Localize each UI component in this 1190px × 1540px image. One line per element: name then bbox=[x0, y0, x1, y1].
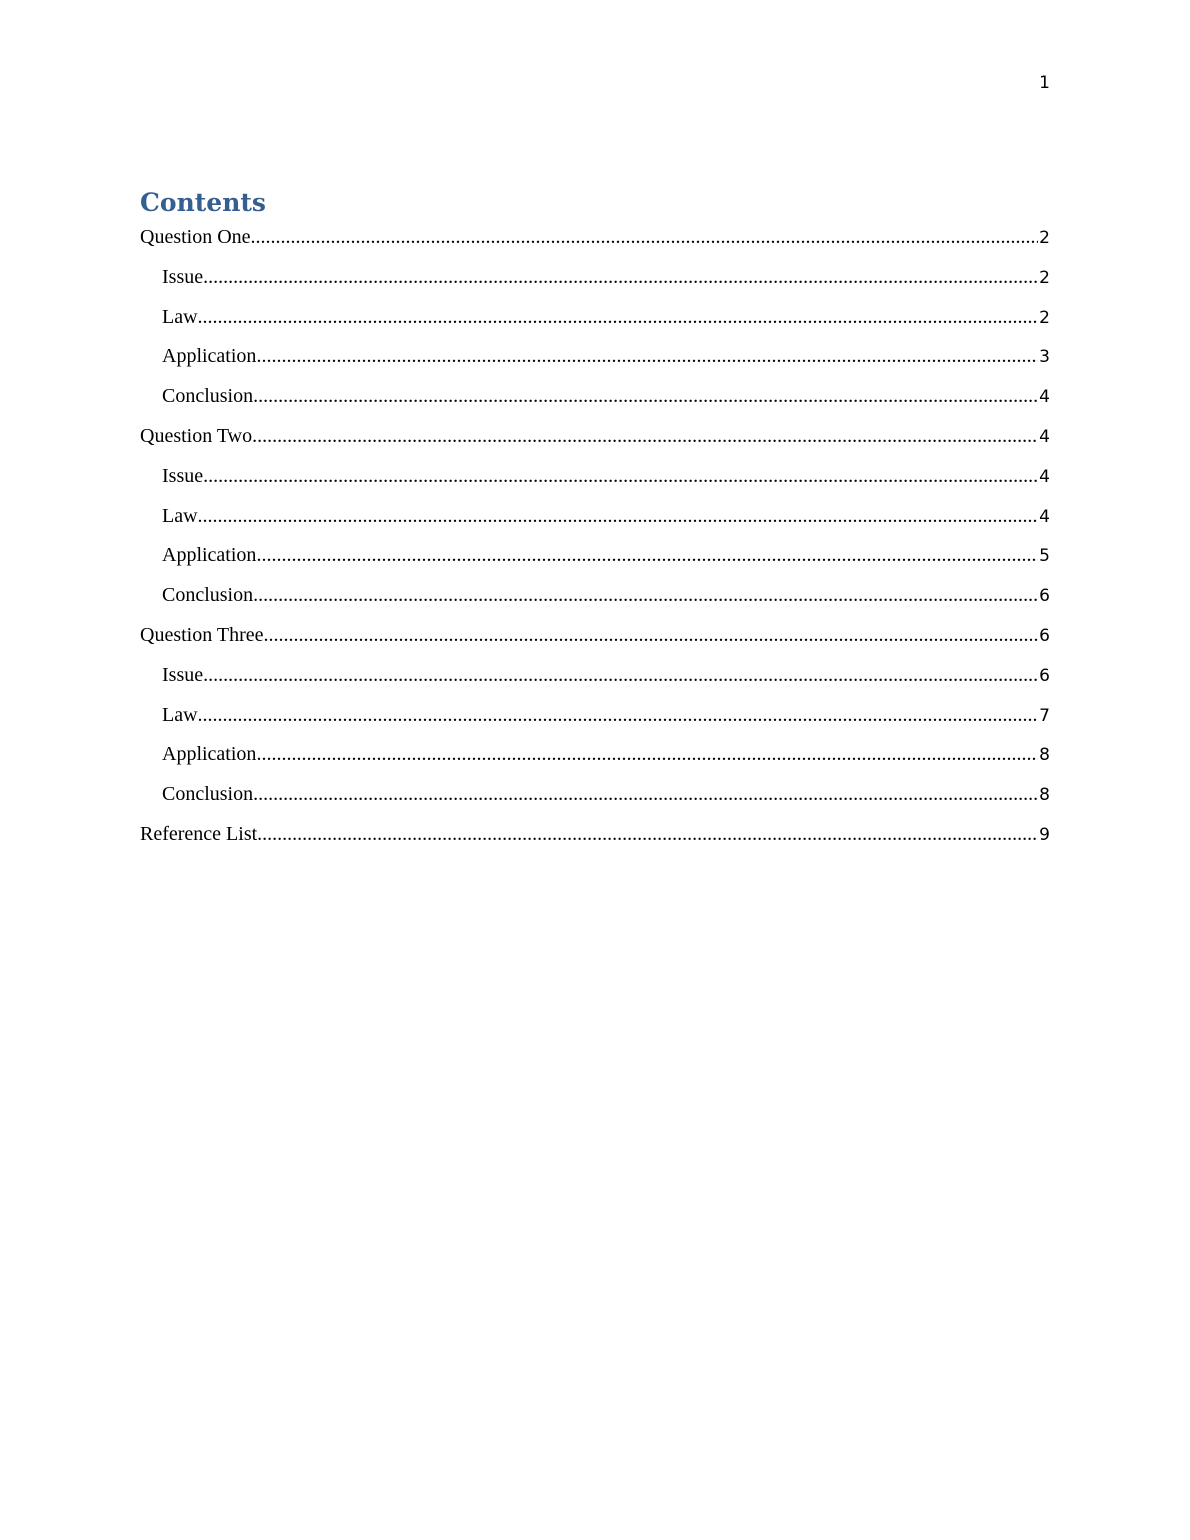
toc-entry[interactable] bbox=[140, 420, 1050, 460]
toc-entry[interactable] bbox=[140, 818, 1050, 858]
toc-entry-title: Conclusion bbox=[162, 783, 254, 806]
toc-entry-title: Application bbox=[162, 544, 257, 567]
toc-entry[interactable] bbox=[140, 699, 1050, 739]
toc-dot-leader bbox=[198, 699, 1039, 731]
toc-dot-leader bbox=[203, 460, 1038, 492]
toc-entry-page: 6 bbox=[1039, 665, 1050, 686]
toc-entry[interactable] bbox=[140, 738, 1050, 778]
toc-entry-page: 4 bbox=[1039, 387, 1050, 408]
toc-entry-page: 5 bbox=[1039, 546, 1050, 567]
toc-entry[interactable] bbox=[140, 500, 1050, 540]
toc-entry[interactable] bbox=[140, 301, 1050, 341]
toc-dot-leader bbox=[198, 301, 1039, 333]
toc-entry[interactable] bbox=[140, 340, 1050, 380]
toc-entry[interactable] bbox=[140, 579, 1050, 619]
toc-entry-page: 6 bbox=[1039, 586, 1050, 607]
toc-entry-title: Issue bbox=[162, 663, 204, 686]
toc-entry[interactable] bbox=[140, 221, 1050, 261]
toc-entry-page: 4 bbox=[1039, 466, 1050, 487]
toc-entry[interactable] bbox=[140, 778, 1050, 818]
toc-entry-page: 8 bbox=[1039, 745, 1050, 766]
toc-dot-leader bbox=[253, 778, 1038, 810]
toc-entry-page: 4 bbox=[1039, 506, 1050, 527]
toc-entry-page: 8 bbox=[1039, 785, 1050, 806]
toc-entry-title: Application bbox=[162, 345, 257, 368]
toc-entry-page: 6 bbox=[1039, 625, 1050, 646]
table-of-contents bbox=[140, 221, 1050, 858]
toc-entry-title: Reference List bbox=[140, 822, 258, 845]
toc-dot-leader bbox=[256, 738, 1038, 770]
toc-dot-leader bbox=[256, 539, 1038, 571]
toc-entry-title: Law bbox=[162, 305, 198, 328]
toc-heading: Contents bbox=[140, 188, 267, 217]
toc-entry-page: 3 bbox=[1039, 347, 1050, 368]
toc-dot-leader bbox=[264, 619, 1039, 651]
toc-entry-title: Law bbox=[162, 504, 198, 527]
toc-entry[interactable] bbox=[140, 539, 1050, 579]
toc-dot-leader bbox=[251, 221, 1039, 253]
toc-entry-page: 2 bbox=[1039, 228, 1050, 248]
toc-entry-title: Issue bbox=[162, 265, 204, 288]
toc-entry-title: Question Two bbox=[140, 424, 253, 447]
toc-entry[interactable] bbox=[140, 380, 1050, 420]
toc-dot-leader bbox=[203, 261, 1038, 293]
toc-entry-title: Conclusion bbox=[162, 385, 254, 408]
toc-dot-leader bbox=[257, 818, 1038, 850]
toc-entry-title: Conclusion bbox=[162, 584, 254, 607]
toc-entry-title: Law bbox=[162, 703, 198, 726]
toc-entry-page: 2 bbox=[1039, 307, 1050, 328]
toc-dot-leader bbox=[198, 500, 1039, 532]
toc-entry[interactable] bbox=[140, 659, 1050, 699]
toc-entry-page: 9 bbox=[1039, 824, 1050, 845]
toc-entry[interactable] bbox=[140, 619, 1050, 659]
toc-entry-title: Question One bbox=[140, 226, 251, 248]
toc-entry-title: Issue bbox=[162, 464, 204, 487]
toc-entry-page: 2 bbox=[1039, 267, 1050, 288]
toc-entry[interactable] bbox=[140, 261, 1050, 301]
toc-entry-title: Application bbox=[162, 743, 257, 766]
toc-entry-title: Question Three bbox=[140, 623, 264, 646]
toc-dot-leader bbox=[253, 579, 1038, 611]
toc-dot-leader bbox=[256, 340, 1038, 372]
toc-dot-leader bbox=[252, 420, 1038, 452]
page-number: 1 bbox=[1039, 73, 1050, 93]
toc-entry-page: 4 bbox=[1039, 426, 1050, 447]
toc-dot-leader bbox=[203, 659, 1038, 691]
toc-entry-page: 7 bbox=[1039, 705, 1050, 726]
toc-entry[interactable] bbox=[140, 460, 1050, 500]
toc-dot-leader bbox=[253, 380, 1038, 412]
